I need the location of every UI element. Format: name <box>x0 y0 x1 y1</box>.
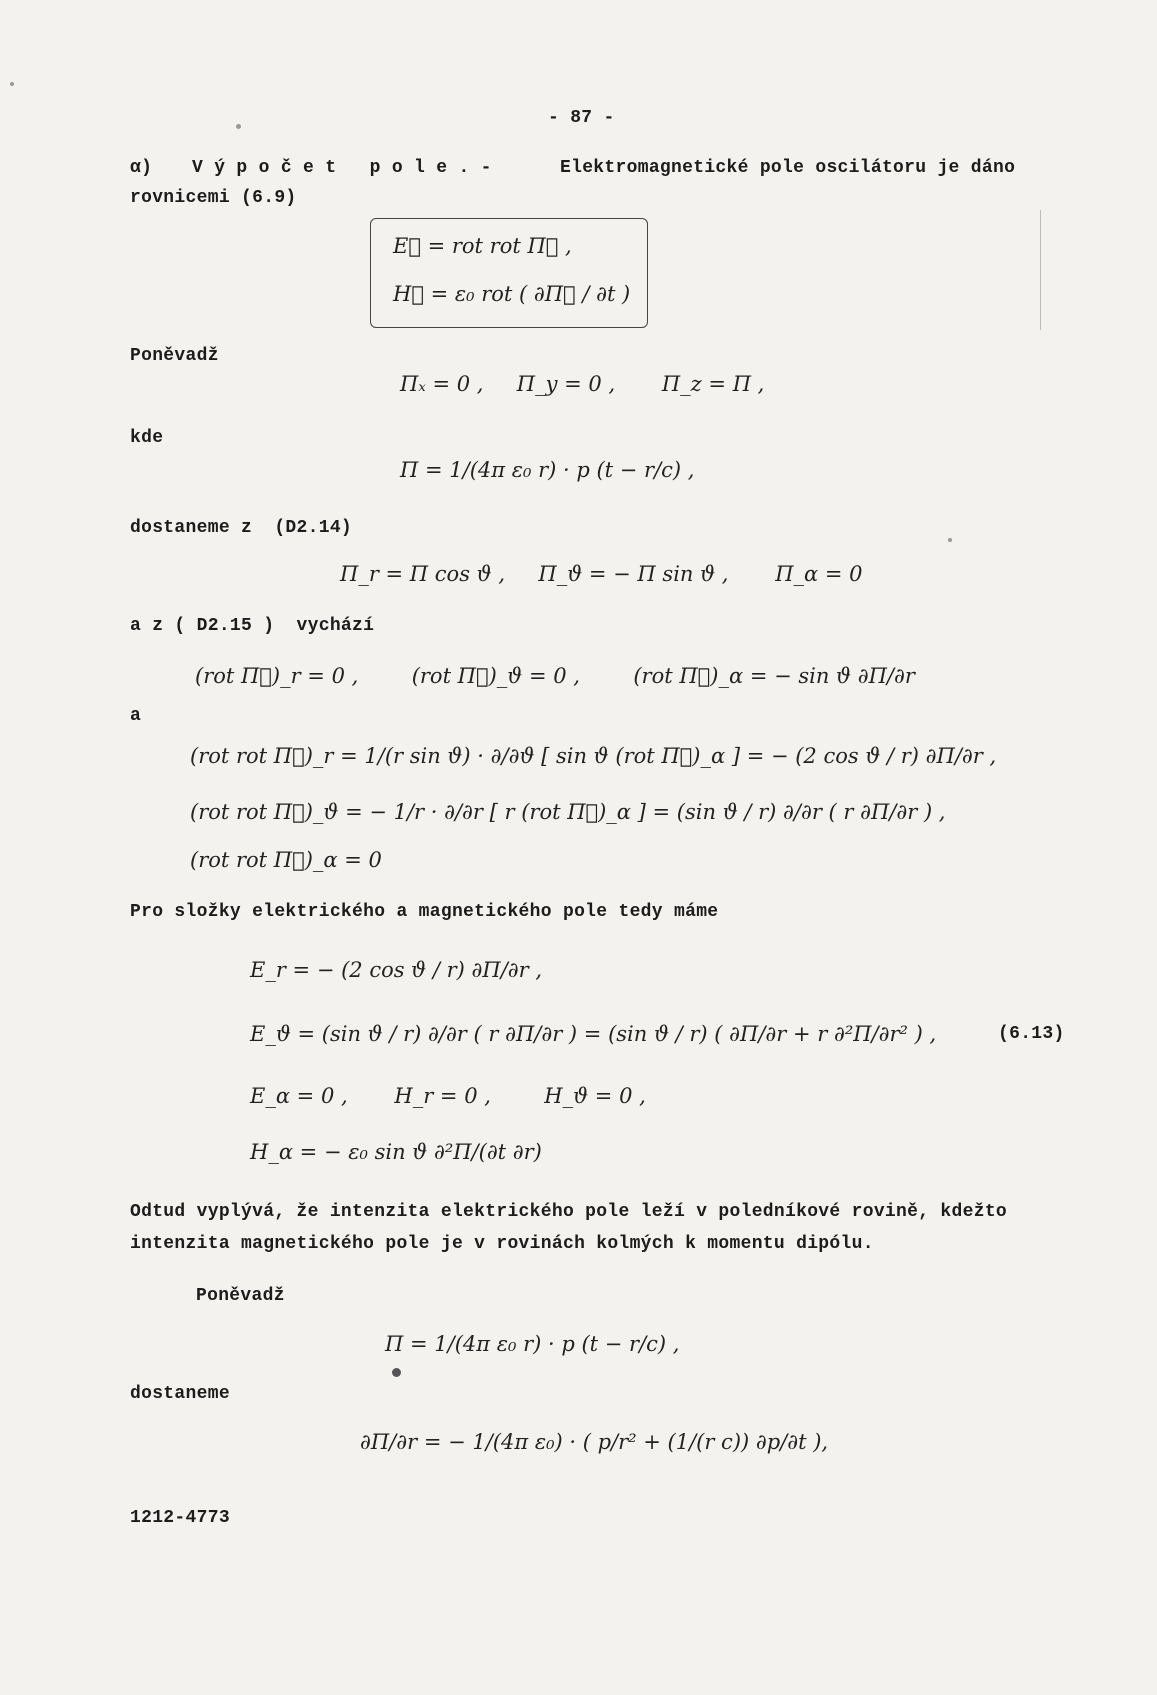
eq-pi-definition-2: Π = 1/(4π ε₀ r) · p (t − r/c) , <box>385 1332 680 1356</box>
boxed-eq-2: H⃗ = ε₀ rot ( ∂Π⃗ / ∂t ) <box>393 282 631 306</box>
eq-rotrot-theta: (rot rot Π⃗)_ϑ = − 1/r · ∂/∂r [ r (rot Π⃗)_α ] = (sin ϑ / r) ∂/∂r ( r ∂Π/∂r ) , <box>190 800 946 824</box>
scan-speck <box>948 538 952 542</box>
text-dostaneme-z: dostaneme z (D2.14) <box>130 518 353 538</box>
eq-E-r: E_r = − (2 cos ϑ / r) ∂Π/∂r , <box>250 958 543 982</box>
section-intro: Elektromagnetické pole oscilátoru je dáno <box>560 158 1016 178</box>
section-title: V ý p o č e t p o l e . - <box>192 158 492 178</box>
text-odtud-line-2: intenzita magnetického pole je v rovinách kolmých k momentu dipólu. <box>130 1234 874 1254</box>
scan-mark <box>1040 210 1041 330</box>
eq-E-theta: E_ϑ = (sin ϑ / r) ∂/∂r ( r ∂Π/∂r ) = (sin ϑ / r) ( ∂Π/∂r + r ∂²Π/∂r² ) , <box>250 1022 937 1046</box>
scan-speck <box>392 1368 401 1377</box>
eq-pi-spherical: Π_r = Π cos ϑ , Π_ϑ = − Π sin ϑ , Π_α = 0 <box>340 562 863 586</box>
eq-rot-pi: (rot Π⃗)_r = 0 , (rot Π⃗)_ϑ = 0 , (rot Π⃗)_α = − sin ϑ ∂Π/∂r <box>195 664 915 688</box>
text-kde: kde <box>130 428 164 448</box>
eq-dpi-dr: ∂Π/∂r = − 1/(4π ε₀) · ( p/r² + (1/(r c)) ∂p/∂t ), <box>360 1430 829 1454</box>
section-intro-cont: rovnicemi (6.9) <box>130 188 297 208</box>
footer-code: 1212-4773 <box>130 1508 230 1528</box>
equation-number: (6.13) <box>998 1024 1065 1044</box>
scan-speck <box>10 82 14 86</box>
text-odtud-line-1: Odtud vyplývá, že intenzita elektrického pole leží v poledníkové rovině, kdežto <box>130 1202 1008 1222</box>
eq-rotrot-r: (rot rot Π⃗)_r = 1/(r sin ϑ) · ∂/∂ϑ [ sin ϑ (rot Π⃗)_α ] = − (2 cos ϑ / r) ∂Π/∂r , <box>190 744 997 768</box>
text-pro-slozky: Pro složky elektrického a magnetického pole tedy máme <box>130 902 719 922</box>
boxed-eq-1: E⃗ = rot rot Π⃗ , <box>393 234 572 258</box>
eq-rotrot-alpha: (rot rot Π⃗)_α = 0 <box>190 848 382 872</box>
scan-speck <box>236 124 241 129</box>
eq-H-alpha: H_α = − ε₀ sin ϑ ∂²Π/(∂t ∂r) <box>250 1140 542 1164</box>
text-a: a <box>130 706 142 726</box>
text-ponevadz-2: Poněvadž <box>196 1286 285 1306</box>
eq-E-alpha-H: E_α = 0 , H_r = 0 , H_ϑ = 0 , <box>250 1084 646 1108</box>
text-a-z: a z ( D2.15 ) vychází <box>130 616 375 636</box>
eq-pi-components: Πₓ = 0 , Π_y = 0 , Π_z = Π , <box>400 372 765 396</box>
eq-pi-definition: Π = 1/(4π ε₀ r) · p (t − r/c) , <box>400 458 695 482</box>
page-number: - 87 - <box>548 108 615 128</box>
text-ponevadz-1: Poněvadž <box>130 346 219 366</box>
section-label: α) <box>130 158 153 178</box>
text-dostaneme: dostaneme <box>130 1384 230 1404</box>
